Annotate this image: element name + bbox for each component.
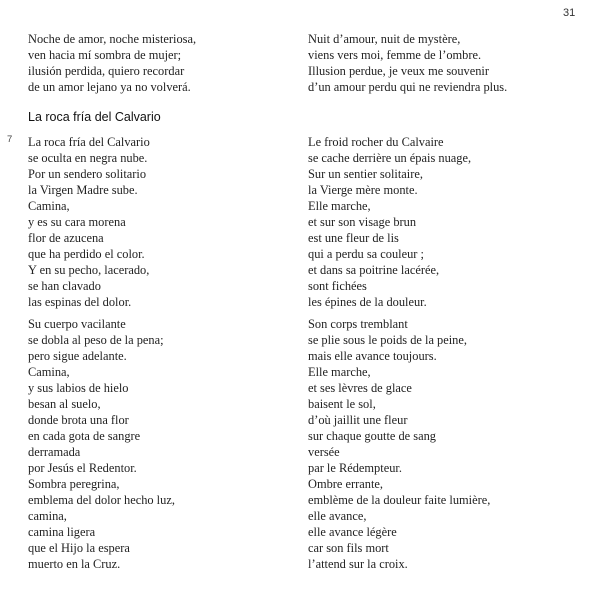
poem-line: Camina,: [28, 199, 70, 213]
poem-line: l’attend sur la croix.: [308, 557, 408, 571]
poem-line: que el Hijo la espera: [28, 541, 130, 555]
french-stanza-2: [308, 134, 471, 310]
section-title: La roca fría del Calvario: [28, 110, 161, 124]
poem-line: donde brota una flor: [28, 413, 129, 427]
poem-line: por Jesús el Redentor.: [28, 461, 137, 475]
poem-line: Sur un sentier solitaire,: [308, 167, 423, 181]
spanish-stanza-3: [28, 316, 175, 572]
poem-line: las espinas del dolor.: [28, 295, 132, 309]
poem-line: flor de azucena: [28, 231, 104, 245]
poem-line: viens vers moi, femme de l’ombre.: [308, 48, 482, 62]
poem-line: elle avance,: [308, 509, 367, 523]
poem-line: Ombre errante,: [308, 477, 383, 491]
poem-line: elle avance légère: [308, 525, 397, 539]
poem-line: Elle marche,: [308, 365, 371, 379]
poem-line: ilusión perdida, quiero recordar: [28, 64, 185, 78]
poem-line: la Vierge mère monte.: [308, 183, 418, 197]
poem-line: ven hacia mí sombra de mujer;: [28, 48, 182, 62]
poem-line: les épines de la douleur.: [308, 295, 427, 309]
poem-line: que ha perdido el color.: [28, 247, 145, 261]
poem-line: muerto en la Cruz.: [28, 557, 121, 571]
poem-line: se han clavado: [28, 279, 101, 293]
poem-line: besan al suelo,: [28, 397, 101, 411]
poem-line: Noche de amor, noche misteriosa,: [28, 32, 197, 46]
poem-line: Nuit d’amour, nuit de mystère,: [308, 32, 461, 46]
poem-line: se cache derrière un épais nuage,: [308, 151, 472, 165]
poem-line: et ses lèvres de glace: [308, 381, 412, 395]
poem-line: la Virgen Madre sube.: [28, 183, 138, 197]
poem-line: de un amor lejano ya no volverá.: [28, 80, 191, 94]
poem-line: en cada gota de sangre: [28, 429, 141, 443]
poem-line: est une fleur de lis: [308, 231, 399, 245]
poem-line: et sur son visage brun: [308, 215, 417, 229]
spanish-stanza-2: [28, 134, 150, 310]
poem-line: d’où jaillit une fleur: [308, 413, 408, 427]
track-number: 7: [7, 134, 13, 145]
poem-line: Le froid rocher du Calvaire: [308, 135, 444, 149]
poem-line: baisent le sol,: [308, 397, 376, 411]
poem-line: Illusion perdue, je veux me souvenir: [308, 64, 489, 78]
poem-line: emblema del dolor hecho luz,: [28, 493, 175, 507]
poem-line: mais elle avance toujours.: [308, 349, 437, 363]
poem-line: Son corps tremblant: [308, 317, 408, 331]
poem-line: camina ligera: [28, 525, 96, 539]
poem-line: et dans sa poitrine lacérée,: [308, 263, 440, 277]
poem-line: pero sigue adelante.: [28, 349, 127, 363]
poem-line: sont fichées: [308, 279, 367, 293]
poem-line: Por un sendero solitario: [28, 167, 147, 181]
poem-line: Elle marche,: [308, 199, 371, 213]
poem-line: emblème de la douleur faite lumière,: [308, 493, 491, 507]
poem-line: derramada: [28, 445, 81, 459]
poem-line: se dobla al peso de la pena;: [28, 333, 164, 347]
poem-line: y sus labios de hielo: [28, 381, 129, 395]
spanish-stanza-1: [28, 31, 196, 95]
poem-line: car son fils mort: [308, 541, 389, 555]
page-number: 31: [563, 7, 576, 19]
poem-line: y es su cara morena: [28, 215, 126, 229]
poem-line: Y en su pecho, lacerado,: [28, 263, 150, 277]
poem-line: versée: [308, 445, 340, 459]
poem-line: Camina,: [28, 365, 70, 379]
poem-line: La roca fría del Calvario: [28, 135, 150, 149]
poem-line: se plie sous le poids de la peine,: [308, 333, 467, 347]
poem-line: se oculta en negra nube.: [28, 151, 148, 165]
poem-line: sur chaque goutte de sang: [308, 429, 436, 443]
poem-line: par le Rédempteur.: [308, 461, 402, 475]
french-stanza-1: [308, 31, 507, 95]
poem-line: Su cuerpo vacilante: [28, 317, 126, 331]
french-stanza-3: [308, 316, 490, 572]
poem-line: camina,: [28, 509, 67, 523]
poem-line: qui a perdu sa couleur ;: [308, 247, 424, 261]
poem-line: d’un amour perdu qui ne reviendra plus.: [308, 80, 508, 94]
poem-line: Sombra peregrina,: [28, 477, 120, 491]
